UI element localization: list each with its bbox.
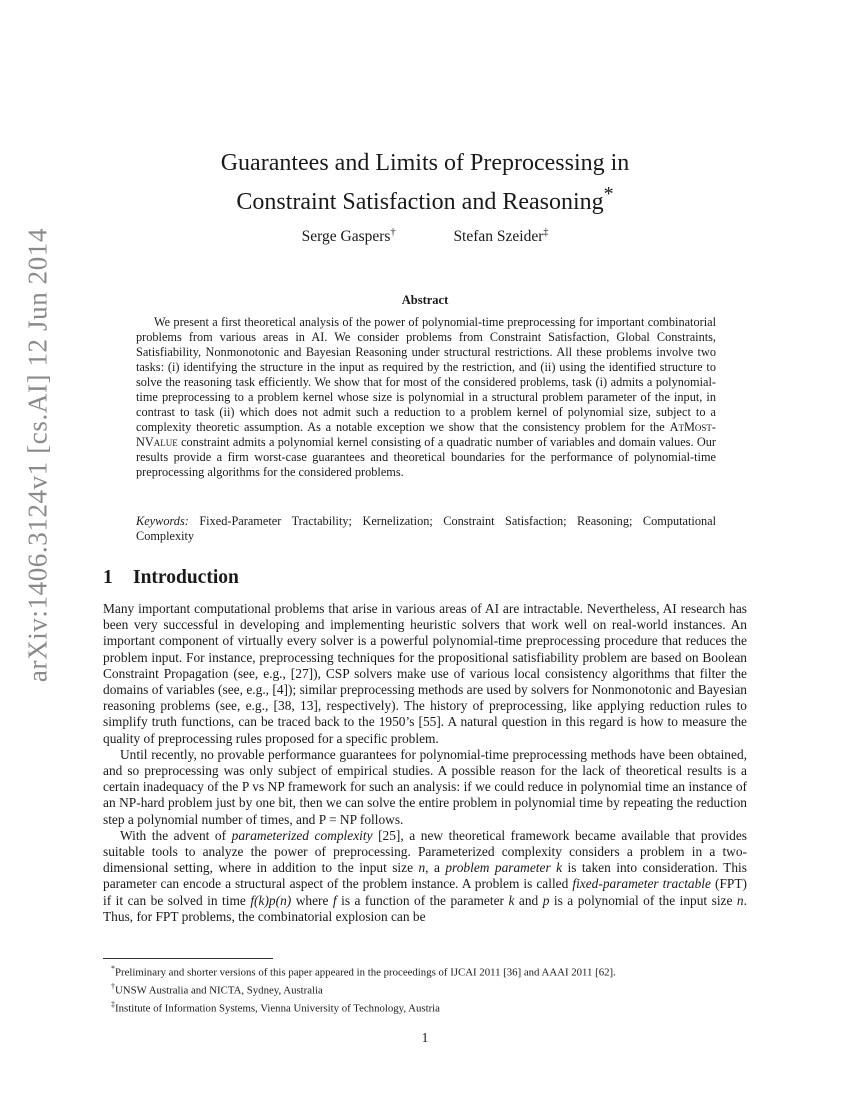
- keywords: [136, 514, 716, 544]
- arxiv-sidebar: [0, 0, 80, 1100]
- abstract-heading: Abstract: [401, 293, 449, 307]
- title-line-2-text: Constraint Satisfaction and Reasoning: [236, 189, 604, 215]
- abstract-body: We present a first theoretical analysis of the power of polynomial-time preprocessing for important combinatorial problems from various areas in AI. We consider problems from Constraint Satisfaction, Global Constraints, Satisfiability, Nonmonotonic and Bayesian Reasoning under structural restrictions. All these problems involve two tasks: (i) identifying the structure in the input as required by the restriction, and (ii) using the identified structure to solve the reasoning task efficiently. We show that for most of the considered problems, task (i) admits a polynomial-time preprocessing to a problem kernel whose size is polynomial in a structural problem parameter of the input, in contrast to task (ii) which does not admit such a reduction to a problem kernel of polynomial size, subject to a complexity theoretic assumption. As a notable exception we show that the consistency problem for the AtMost-NValue constraint admits a polynomial kernel consisting of a quadratic number of variables and domain values. Our results provide a firm worst-case guarantees and theoretical boundaries for the performance of polynomial-time preprocessing algorithms for the considered problems.: [136, 315, 716, 479]
- keywords-text: Fixed-Parameter Tractability; Kernelization; Constraint Satisfaction; Reasoning; Computational Complexity: [136, 514, 716, 543]
- page-number: 1: [421, 1030, 429, 1045]
- author-szeider: Stefan Szeider‡: [453, 227, 549, 246]
- footnotes: [103, 962, 747, 1016]
- author-list: [100, 227, 750, 246]
- paragraph-2: Until recently, no provable performance guarantees for polynomial-time preprocessing methods have been obtained, and so preprocessing was only subject of empirical studies. A possible reason for the lack of theoretical results is a certain inadequacy of the P vs NP framework for such an analysis: if we could reduce in polynomial time an instance of an NP-hard problem just by one bit, then we can solve the entire problem in polynomial time by repeating the reduction step a polynomial number of times, and P = NP follows.: [103, 746, 747, 827]
- footnote-1: *Preliminary and shorter versions of this paper appeared in the proceedings of IJCAI 2011 [36] and AAAI 2011 [62].: [111, 964, 616, 979]
- footnote-rule: [103, 958, 273, 959]
- body-text: [103, 601, 747, 925]
- footnote-3: ‡Institute of Information Systems, Vienna University of Technology, Austria: [111, 1000, 440, 1015]
- keywords-label: Keywords:: [136, 514, 189, 528]
- title-line-2: [100, 179, 750, 218]
- title-footnote-mark: *: [603, 183, 614, 205]
- paragraph-1: Many important computational problems that arise in various areas of AI are intractable. Nevertheless, AI research has been very successful in developing and implementing heuristic solvers that work well on real-world instances. An important component of virtually every solver is a powerful polynomial-time preprocessing procedure that reduces the problem input. For instance, preprocessing techniques for the propositional satisfiability problem are based on Boolean Constraint Propagation (see, e.g., [27]), CSP solvers make use of various local consistency algorithms that filter the domains of variables (see, e.g., [4]); similar preprocessing methods are used by solvers for Nonmonotonic and Bayesian reasoning problems (see, e.g., [38, 13], respectively). The history of preprocessing, like applying reduction rules to simplify truth functions, can be traced back to the 1950’s [55]. A natural question in this regard is how to measure the quality of preprocessing rules proposed for a specific problem.: [103, 601, 747, 746]
- title-line-1: Guarantees and Limits of Preprocessing in: [220, 150, 630, 176]
- section-number: 1: [103, 567, 113, 588]
- paragraph-3: With the advent of parameterized complexity [25], a new theoretical framework became available that provides suitable tools to analyze the power of preprocessing. Parameterized complexity considers a problem in a two-dimensional setting, where in addition to the input size n, a problem parameter k is taken into consideration. This parameter can encode a structural aspect of the problem instance. A problem is called fixed-parameter tractable (FPT) if it can be solved in time f(k)p(n) where f is a function of the parameter k and p is a polynomial of the input size n. Thus, for FPT problems, the combinatorial explosion can be: [103, 827, 747, 924]
- section-title: Introduction: [133, 567, 239, 588]
- atmost-nvalue-constraint: AtMost-NValue: [136, 420, 716, 449]
- arxiv-identifier: arXiv:1406.3124v1 [cs.AI] 12 Jun 2014: [22, 227, 53, 683]
- footnote-2: †UNSW Australia and NICTA, Sydney, Australia: [111, 982, 323, 997]
- paper-title: [100, 148, 750, 218]
- author-gaspers: Serge Gaspers†: [301, 227, 396, 246]
- section-heading-introduction: [103, 567, 239, 589]
